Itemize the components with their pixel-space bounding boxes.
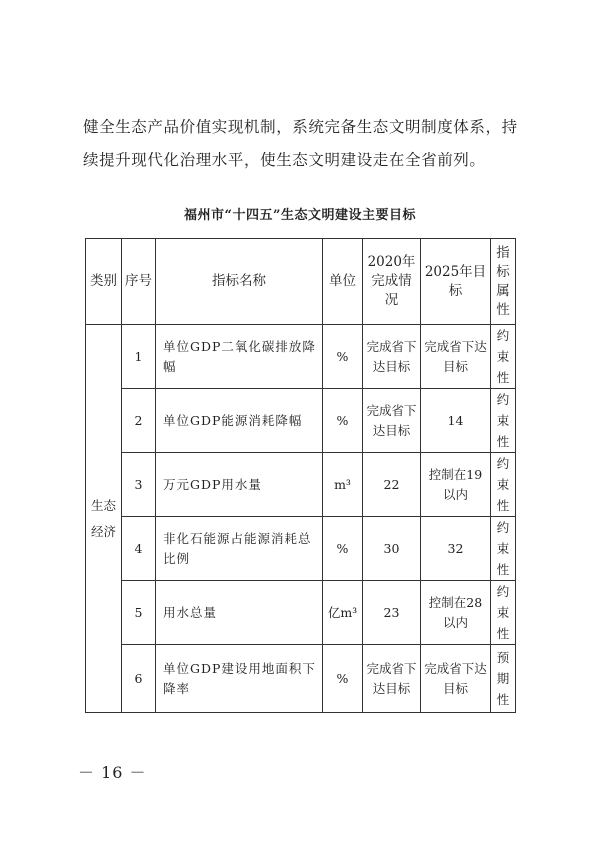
value-2020-cell: 完成省下达目标 <box>363 645 421 713</box>
table-row <box>86 389 516 453</box>
name-cell: 非化石能源占能源消耗总比例 <box>156 517 323 581</box>
targets-table <box>85 238 516 713</box>
value-2020-cell: 22 <box>363 453 421 517</box>
value-2025-cell: 控制在19以内 <box>421 453 491 517</box>
table-row <box>86 325 516 389</box>
header-attr: 指标属性 <box>491 239 516 325</box>
header-2020: 2020年完成情况 <box>363 239 421 325</box>
name-cell: 单位GDP能源消耗降幅 <box>156 389 323 453</box>
table-row <box>86 645 516 713</box>
value-2025-cell: 32 <box>421 517 491 581</box>
value-2025-cell: 14 <box>421 389 491 453</box>
value-2020-cell: 30 <box>363 517 421 581</box>
name-cell: 用水总量 <box>156 581 323 645</box>
table-row <box>86 453 516 517</box>
header-unit: 单位 <box>323 239 363 325</box>
attr-cell: 约束性 <box>491 453 516 517</box>
value-2025-cell: 完成省下达目标 <box>421 645 491 713</box>
unit-cell: % <box>323 325 363 389</box>
seq-cell: 4 <box>122 517 156 581</box>
name-cell: 单位GDP建设用地面积下降率 <box>156 645 323 713</box>
unit-cell: % <box>323 645 363 713</box>
seq-cell: 3 <box>122 453 156 517</box>
header-2025: 2025年目标 <box>421 239 491 325</box>
seq-cell: 1 <box>122 325 156 389</box>
paragraph-line-2: 续提升现代化治理水平，使生态文明建设走在全省前列。 <box>83 151 486 169</box>
attr-cell: 约束性 <box>491 517 516 581</box>
header-seq: 序号 <box>122 239 156 325</box>
category-cell: 生态经济 <box>86 325 122 713</box>
table-header-row <box>86 239 516 325</box>
body-paragraph <box>83 111 523 177</box>
value-2025-cell: 控制在28以内 <box>421 581 491 645</box>
unit-cell: 亿m³ <box>323 581 363 645</box>
unit-cell: % <box>323 389 363 453</box>
value-2025-cell: 完成省下达目标 <box>421 325 491 389</box>
page-number: － 16 － <box>78 763 147 782</box>
value-2020-cell: 23 <box>363 581 421 645</box>
attr-cell: 约束性 <box>491 389 516 453</box>
unit-cell: m³ <box>323 453 363 517</box>
table-row <box>86 581 516 645</box>
unit-cell: % <box>323 517 363 581</box>
paragraph-line-1: 健全生态产品价值实现机制，系统完备生态文明制度体系，持 <box>83 118 518 136</box>
name-cell: 单位GDP二氧化碳排放降幅 <box>156 325 323 389</box>
attr-cell: 约束性 <box>491 581 516 645</box>
seq-cell: 2 <box>122 389 156 453</box>
name-cell: 万元GDP用水量 <box>156 453 323 517</box>
attr-cell: 预期性 <box>491 645 516 713</box>
table-caption: 福州市“十四五”生态文明建设主要目标 <box>184 208 416 223</box>
seq-cell: 5 <box>122 581 156 645</box>
header-name: 指标名称 <box>156 239 323 325</box>
seq-cell: 6 <box>122 645 156 713</box>
attr-cell: 约束性 <box>491 325 516 389</box>
value-2020-cell: 完成省下达目标 <box>363 389 421 453</box>
header-category: 类别 <box>86 239 122 325</box>
table-row <box>86 517 516 581</box>
value-2020-cell: 完成省下达目标 <box>363 325 421 389</box>
